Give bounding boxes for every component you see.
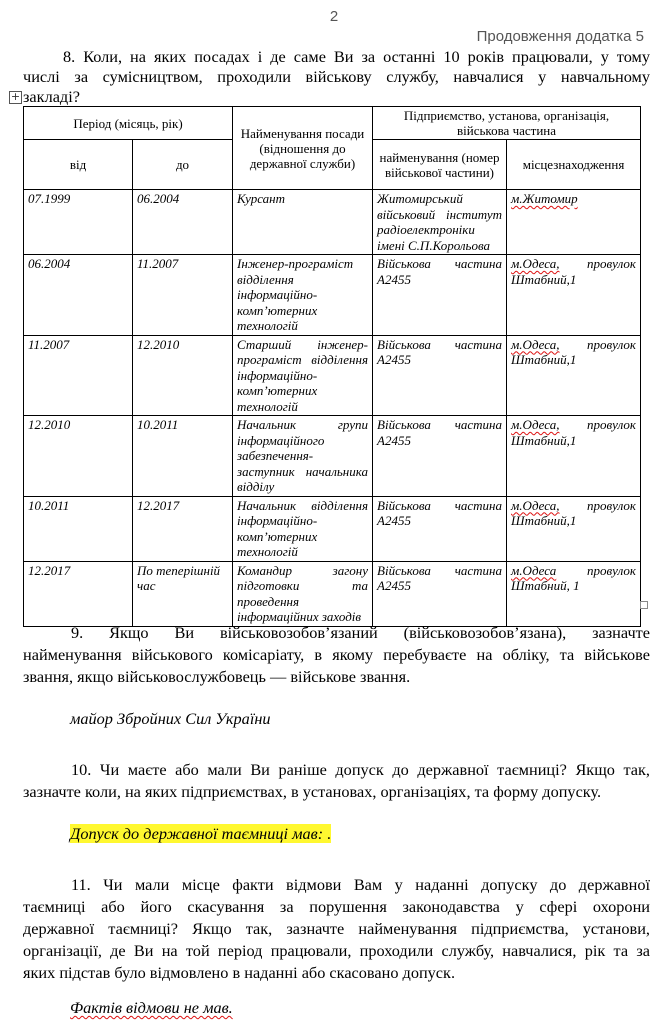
cell-from: 07.1999 <box>24 190 133 255</box>
appendix-continuation-note: Продовження додатка 5 <box>476 28 644 45</box>
cell-from: 12.2017 <box>24 561 133 626</box>
cell-org-name: Житомирський військовий інститут радіоелектроніки імені С.П.Корольова <box>373 190 507 255</box>
question-9-line: найменування військового комісаріату, в якому перебуваєте на обліку, та військове <box>23 645 650 664</box>
answer-11 <box>70 998 233 1018</box>
cell-from: 06.2004 <box>24 255 133 336</box>
street-text: провулок Штабний,1 <box>511 497 637 528</box>
page-number: 2 <box>329 8 339 25</box>
question-9 <box>23 622 650 688</box>
street-text: провулок Штабний,1 <box>511 336 637 367</box>
question-11-line: таємниці або його скасування за порушення законодавства у сфері охорони <box>23 897 650 916</box>
question-8-line: закладі? <box>23 87 80 106</box>
table-resize-handle[interactable] <box>640 601 648 609</box>
cell-position: Старший інженер-програміст відділення інформаційно-комп’ютерних технологій <box>233 335 373 416</box>
cell-to: 06.2004 <box>133 190 233 255</box>
question-11-line: державної таємниці? Якщо так, зазначте найменування підприємства, установи, <box>23 919 650 938</box>
table-row <box>24 335 641 416</box>
question-9-line: звання, якщо військовослужбовець — військове звання. <box>23 667 411 686</box>
cell-location <box>507 416 641 497</box>
table-row <box>24 561 641 626</box>
cell-position: Курсант <box>233 190 373 255</box>
table-row <box>24 190 641 255</box>
cell-to: 12.2010 <box>133 335 233 416</box>
question-8-line: 8. Коли, на яких посадах і де саме Ви за останні 10 років працювали, у тому <box>63 47 650 66</box>
cell-position: Інженер-програміст відділення інформаційно-комп’ютерних технологій <box>233 255 373 336</box>
question-11-line: 11. Чи мали місце факти відмови Вам у наданні допуску до державної <box>71 875 650 894</box>
cell-location <box>507 496 641 561</box>
cell-from: 10.2011 <box>24 496 133 561</box>
table-row <box>24 416 641 497</box>
cell-org-name: Військова частина А2455 <box>373 561 507 626</box>
city-text: м.Житомир <box>511 191 578 206</box>
answer-10 <box>70 824 331 844</box>
question-9-line: 9. Якщо Ви військовозобов’язаний (військовозобов’язана), зазначте <box>71 623 650 642</box>
cell-location <box>507 255 641 336</box>
cell-org-name: Військова частина А2455 <box>373 255 507 336</box>
city-text: м.Одеса, <box>511 256 560 271</box>
answer-11-text: Фактів відмови не мав. <box>70 998 233 1017</box>
cell-to: По теперішній час <box>133 561 233 626</box>
cell-location <box>507 190 641 255</box>
question-10-line: 10. Чи маєте або мали Ви раніше допуск до державної таємниці? Якщо так, <box>71 760 650 779</box>
cell-location <box>507 335 641 416</box>
table-row <box>24 255 641 336</box>
cell-to: 11.2007 <box>133 255 233 336</box>
cell-from: 12.2010 <box>24 416 133 497</box>
header-to: до <box>133 140 233 190</box>
table-move-handle-icon[interactable]: + <box>10 90 21 103</box>
cell-position: Командир загону підготовки та проведення інформаційних заходів <box>233 561 373 626</box>
street-text: провулок Штабний,1 <box>511 417 637 448</box>
city-text: м.Одеса, <box>511 336 560 352</box>
header-position: Найменування посади (відношення до державної служби) <box>233 107 373 190</box>
question-10 <box>23 759 650 803</box>
cell-position: Начальник відділення інформаційно-комп’ютерних технологій <box>233 496 373 561</box>
table-row <box>24 496 641 561</box>
header-from: від <box>24 140 133 190</box>
cell-to: 12.2017 <box>133 496 233 561</box>
cell-to: 10.2011 <box>133 416 233 497</box>
city-text: м.Одеса, <box>511 417 560 432</box>
question-8 <box>23 47 650 107</box>
cell-position: Начальник групи інформаційного забезпечення-заступник начальника відділу <box>233 416 373 497</box>
header-org-name: найменування (номер військової частини) <box>373 140 507 190</box>
question-11-line: яких підстав було відмовлено в наданні або скасовано допуск. <box>23 963 456 982</box>
cell-org-name: Військова частина А2455 <box>373 496 507 561</box>
question-11 <box>23 874 650 984</box>
street-text: провулок Штабний,1 <box>511 256 637 287</box>
question-10-line: зазначте коли, на яких підприємствах, в установах, організаціях, та форму допуску. <box>23 782 602 801</box>
service-history-table <box>23 106 641 627</box>
answer-10-text: Допуск до державної таємниці мав: . <box>70 824 332 843</box>
city-text: м.Одеса <box>511 562 557 578</box>
street-text: провулок Штабний, 1 <box>511 562 637 593</box>
header-period: Період (місяць, рік) <box>24 107 233 140</box>
question-11-line: організації, де Ви на той період працювали, проходили службу, навчалися, рік та за <box>23 941 650 960</box>
cell-location <box>507 561 641 626</box>
city-text: м.Одеса, <box>511 497 560 513</box>
question-8-line: числі за сумісництвом, проходили військову службу, навчалися у навчальному <box>23 67 650 86</box>
header-org-location: місцезнаходження <box>507 140 641 190</box>
cell-org-name: Військова частина А2455 <box>373 335 507 416</box>
header-organization: Підприємство, установа, організація, військова частина <box>373 107 641 140</box>
cell-org-name: Військова частина А2455 <box>373 416 507 497</box>
cell-from: 11.2007 <box>24 335 133 416</box>
answer-9: майор Збройних Сил України <box>70 709 271 728</box>
